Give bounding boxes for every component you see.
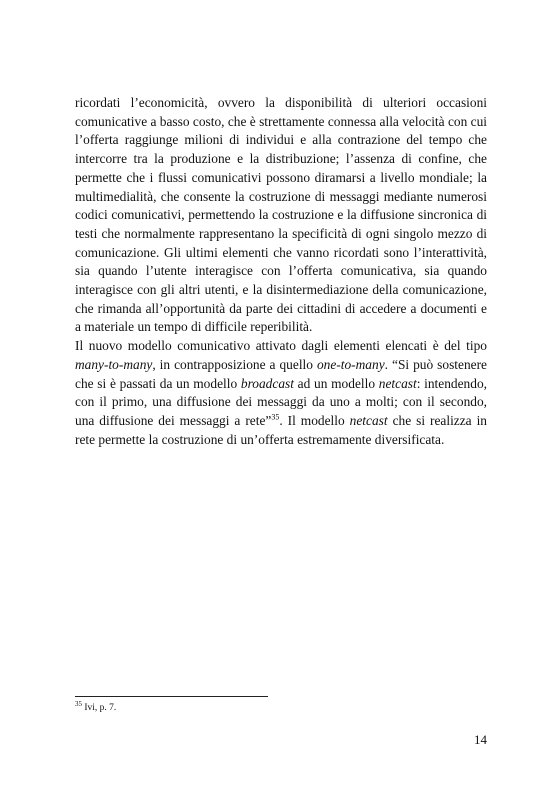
footnote-text: Ivi, p. 7. bbox=[82, 703, 117, 713]
paragraph-2-text-3: . “Si può sostenere che si è passati da un modello bbox=[75, 356, 487, 391]
paragraph-2-text-2: , in contrapposizione a quello bbox=[152, 356, 317, 372]
paragraph-2-text-5: : intendendo, con il primo, una diffusione dei messaggi da uno a molti; con il secondo, una diffusione dei messaggi a rete” bbox=[75, 375, 487, 428]
term-netcast-2: netcast bbox=[349, 412, 388, 428]
body-text bbox=[75, 94, 487, 449]
paragraph-1: ricordati l’economicità, ovvero la disponibilità di ulteriori occasioni comunicative a basso costo, che è strettamente connessa alla velocità con cui l’offerta raggiunge milioni di individui e alla contrazione del tempo che intercorre tra la produzione e la distribuzione; l’assenza di confine, che permette che i flussi comunicativi possono diramarsi a livello mondiale; la multimedialità, che consente la costruzione di messaggi mediante numerosi codici comunicativi, permettendo la costruzione e la diffusione sincronica di testi che normalmente rappresentano la specificità di ogni singolo mezzo di comunicazione. Gli ultimi elementi che vanno ricordati sono l’interattività, sia quando l’utente interagisce con l’offerta comunicativa, sia quando interagisce con gli altri utenti, e la disintermediazione della comunicazione, che rimanda all’opportunità da parte dei cittadini di accedere a documenti e a materiale un tempo di difficile reperibilità. bbox=[75, 95, 487, 335]
paragraph-2-text-6: . Il modello bbox=[279, 412, 350, 428]
paragraph-2 bbox=[75, 337, 487, 449]
footnote-number: 35 bbox=[75, 699, 82, 708]
page-number: 14 bbox=[474, 732, 487, 747]
paragraph-2-text-1: Il nuovo modello comunicativo attivato dagli elementi elencati è del tipo bbox=[75, 338, 487, 354]
term-netcast: netcast bbox=[378, 375, 417, 391]
paragraph-2-text-4: ad un modello bbox=[293, 375, 379, 391]
footnote bbox=[75, 699, 117, 714]
paragraph-2-text-7: che si realizza in rete permette la costruzione di un’offerta estremamente diversificata. bbox=[75, 412, 488, 447]
footnote-reference[interactable]: 35 bbox=[271, 412, 280, 422]
term-one-to-many: one-to-many bbox=[316, 356, 385, 372]
term-broadcast: broadcast bbox=[240, 375, 294, 391]
footnote-divider bbox=[75, 696, 268, 697]
term-many-to-many: many-to-many bbox=[75, 356, 153, 372]
